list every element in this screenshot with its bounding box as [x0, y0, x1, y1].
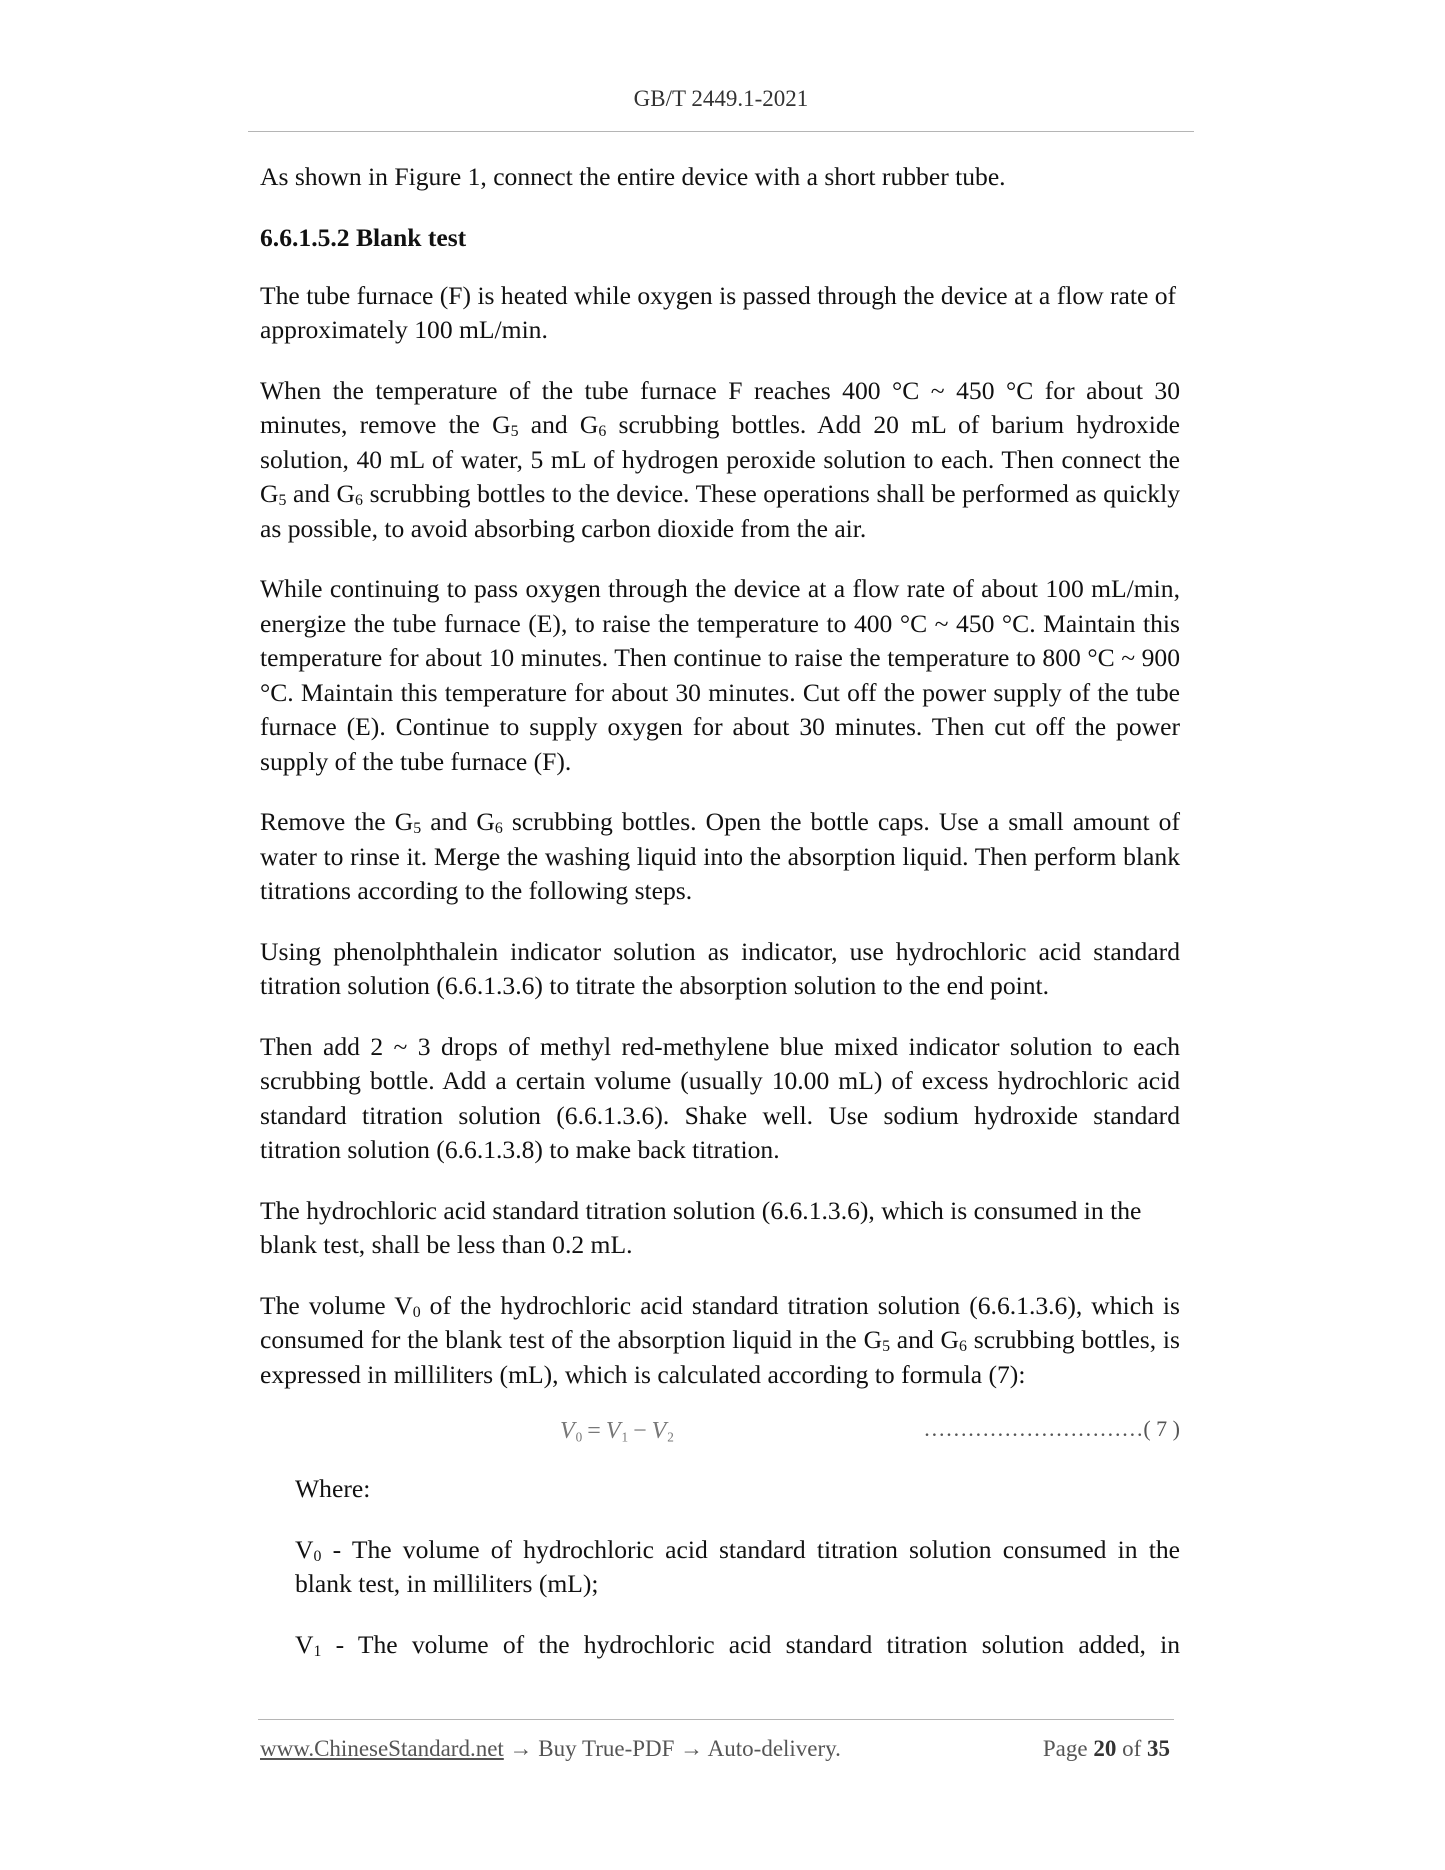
paragraph-back-titration: Then add 2 ~ 3 drops of methyl red-methylene blue mixed indicator solution to each scrubbing bottle. Add a certain volume (usually 10.00 mL) of excess hydrochloric acid standard titration solution (6.6.1.3.6). Shake well. Use sodium hydroxide standard titration solution (6.6.1.3.8) to make back titration.: [260, 1031, 1180, 1164]
paragraph-blank-limit: The hydrochloric acid standard titration solution (6.6.1.3.6), which is consumed in the blank test, shall be less than 0.2 mL.: [260, 1195, 1142, 1259]
subscript: 5: [278, 491, 287, 509]
formula-subscript: 0: [575, 1429, 584, 1445]
subscript: 6: [494, 819, 503, 837]
header-divider: [248, 131, 1194, 132]
subscript: 0: [313, 1547, 322, 1565]
formula-7: [260, 1408, 1180, 1448]
subscript: 6: [355, 491, 363, 509]
subscript: 1: [313, 1642, 322, 1660]
page-footer: [260, 1736, 1170, 1762]
total-pages: 35: [1147, 1736, 1170, 1761]
page-indicator: [1043, 1736, 1170, 1762]
formula-symbol-v0: V: [560, 1418, 576, 1444]
text-run: The volume V: [260, 1290, 413, 1320]
definition-symbol: V: [295, 1629, 314, 1659]
text-run: scrubbing bottles, is expressed in milliliters (mL), which is calculated according to formula (7):: [260, 1325, 1181, 1389]
site-link[interactable]: www.ChineseStandard.net: [260, 1736, 504, 1761]
subscript: 5: [510, 422, 519, 440]
paragraph-phenolphthalein: Using phenolphthalein indicator solution as indicator, use hydrochloric acid standard titration solution (6.6.1.3.6) to titrate the absorption solution to the end point.: [260, 936, 1180, 1000]
formula-expression: [560, 1414, 675, 1455]
text-run: scrubbing bottles to the device. These operations shall be performed as quickly as possible, to avoid absorbing carbon dioxide from the air.: [260, 479, 1180, 543]
text-run: and G: [286, 479, 356, 508]
text-run: scrubbing bottles. Add 20 mL of barium hydroxide solution, 40 mL of water, 5 mL of hydrogen peroxide solution to each. Then connect the G: [260, 410, 1180, 508]
text-run: and G: [421, 807, 495, 836]
page-body: [260, 160, 1180, 1688]
paragraph-oxygen: While continuing to pass oxygen through the device at a flow rate of about 100 mL/min, energize the tube furnace (E), to raise the temperature to 400 °C ~ 450 °C. Maintain this temperature for about 10 minutes. Then continue to raise the temperature to 800 °C ~ 900 °C. Maintain this temperature for about 30 minutes. Cut off the power supply of the tube furnace (E). Continue to supply oxygen for about 30 minutes. Then cut off the power supply of the tube furnace (F).: [260, 574, 1180, 776]
intro-paragraph: As shown in Figure 1, connect the entire device with a short rubber tube.: [260, 162, 1006, 191]
formula-symbol-v1: V: [605, 1418, 622, 1444]
paragraph-heating: The tube furnace (F) is heated while oxygen is passed through the device at a flow rate of approximately 100 mL/min.: [260, 280, 1177, 344]
subscript: 0: [412, 1303, 421, 1321]
formula-symbol-v2: V: [651, 1418, 668, 1444]
subscript: 5: [882, 1337, 890, 1355]
text-run: When the temperature of the tube furnace F reaches 400 °C ~ 450 °C for about 30 minutes, remove the G: [260, 375, 1180, 439]
paragraph-temperature: [260, 374, 1180, 547]
subscript: 5: [413, 819, 422, 837]
formula-minus: −: [633, 1418, 648, 1444]
definition-v0: [260, 1533, 1180, 1602]
page-label: Page: [1042, 1736, 1088, 1761]
definition-text: - The volume of the hydrochloric acid standard titration solution added, in: [321, 1629, 1180, 1659]
paragraph-volume-v0: [260, 1289, 1180, 1393]
text-run: and G: [890, 1325, 960, 1354]
text-run: of the hydrochloric acid standard titration solution (6.6.1.3.6), which is consumed for the blank test of the absorption liquid in the G: [260, 1290, 1180, 1354]
section-heading: 6.6.1.5.2 Blank test: [260, 222, 467, 252]
promo-text: → Buy True-PDF → Auto-delivery.: [503, 1736, 841, 1761]
definition-v1: [260, 1628, 1180, 1663]
document-code-header: GB/T 2449.1-2021: [633, 86, 809, 111]
paragraph-remove-bottles: [260, 805, 1180, 909]
footer-divider: [258, 1719, 1174, 1720]
page-number: 20: [1093, 1736, 1117, 1761]
text-run: and G: [518, 410, 599, 439]
where-label: Where:: [295, 1474, 371, 1503]
text-run: scrubbing bottles. Open the bottle caps. Use a small amount of water to rinse it. Merge the washing liquid into the absorption liquid. Then perform blank titrations according to the following steps.: [260, 807, 1181, 905]
of-label: of: [1122, 1736, 1142, 1761]
formula-subscript: 1: [621, 1429, 630, 1445]
formula-number: …………………………( 7 ): [923, 1416, 1180, 1441]
subscript: 6: [959, 1337, 967, 1355]
subscript: 6: [598, 422, 607, 440]
definition-symbol: V: [295, 1534, 314, 1564]
formula-subscript: 2: [667, 1429, 675, 1445]
text-run: Remove the G: [260, 807, 414, 836]
definition-text: - The volume of hydrochloric acid standard titration solution consumed in the blank test, in milliliters (mL);: [295, 1534, 1180, 1598]
formula-equals: =: [587, 1418, 602, 1444]
